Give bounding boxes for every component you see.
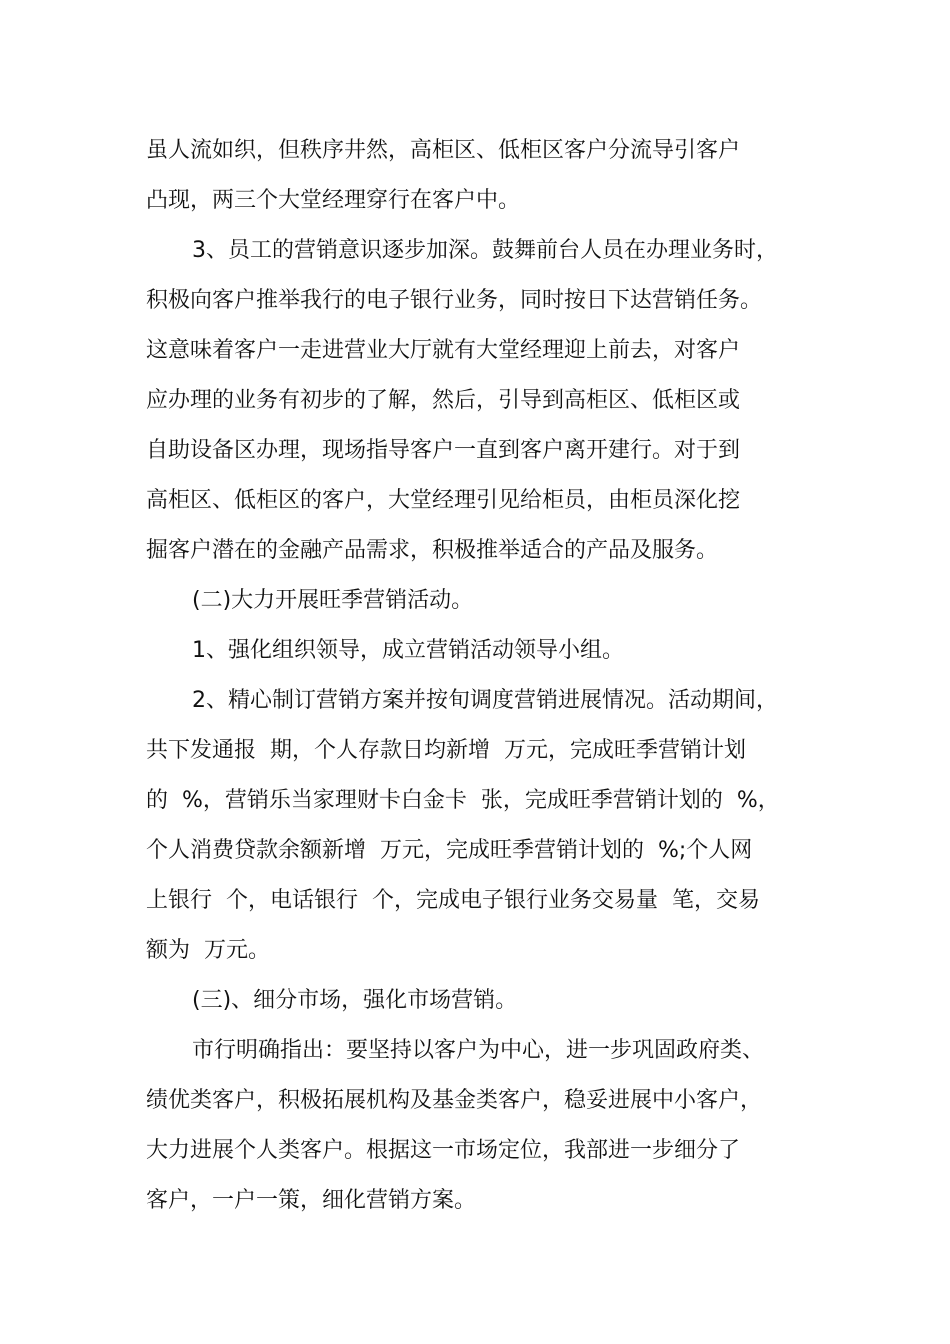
text-line-20: 绩优类客户，积极拓展机构及基金类客户，稳妥进展中小客户， [146, 1088, 763, 1113]
text-line-14: 的 %，营销乐当家理财卡白金卡 张，完成旺季营销计划的 %， [146, 788, 780, 813]
text-line-6: 应办理的业务有初步的了解，然后，引导到高柜区、低柜区或 [146, 388, 741, 413]
section-heading-2: (二)大力开展旺季营销活动。 [192, 588, 474, 613]
text-line-13: 共下发通报 期，个人存款日均新增 万元，完成旺季营销计划 [146, 738, 746, 763]
text-line-2: 凸现，两三个大堂经理穿行在客户中。 [146, 188, 521, 213]
document-body [146, 126, 836, 1226]
section-heading-3: (三)、细分市场，强化市场营销。 [192, 988, 518, 1013]
text-line-1: 虽人流如织，但秩序井然，高柜区、低柜区客户分流导引客户 [146, 138, 741, 163]
text-line-17: 额为 万元。 [146, 938, 270, 963]
text-line-4: 积极向客户推举我行的电子银行业务，同时按日下达营销任务。 [146, 288, 763, 313]
text-line-8: 高柜区、低柜区的客户，大堂经理引见给柜员，由柜员深化挖 [146, 488, 741, 513]
text-line-5: 这意味着客户一走进营业大厅就有大堂经理迎上前去，对客户 [146, 338, 741, 363]
text-line-12: 2、精心制订营销方案并按旬调度营销进展情况。活动期间， [192, 688, 778, 713]
text-line-19: 市行明确指出：要坚持以客户为中心，进一步巩固政府类、 [192, 1038, 765, 1063]
text-line-3: 3、员工的营销意识逐步加深。鼓舞前台人员在办理业务时， [192, 238, 778, 263]
text-line-21: 大力进展个人类客户。根据这一市场定位，我部进一步细分了 [146, 1138, 741, 1163]
text-line-16: 上银行 个，电话银行 个，完成电子银行业务交易量 笔，交易 [146, 888, 760, 913]
text-line-9: 掘客户潜在的金融产品需求，积极推举适合的产品及服务。 [146, 538, 719, 563]
text-line-11: 1、强化组织领导，成立营销活动领导小组。 [192, 638, 624, 663]
text-line-7: 自助设备区办理，现场指导客户一直到客户离开建行。对于到 [146, 438, 741, 463]
text-line-22: 客户，一户一策，细化营销方案。 [146, 1188, 477, 1213]
text-line-15: 个人消费贷款余额新增 万元，完成旺季营销计划的 %;个人网 [146, 838, 753, 863]
